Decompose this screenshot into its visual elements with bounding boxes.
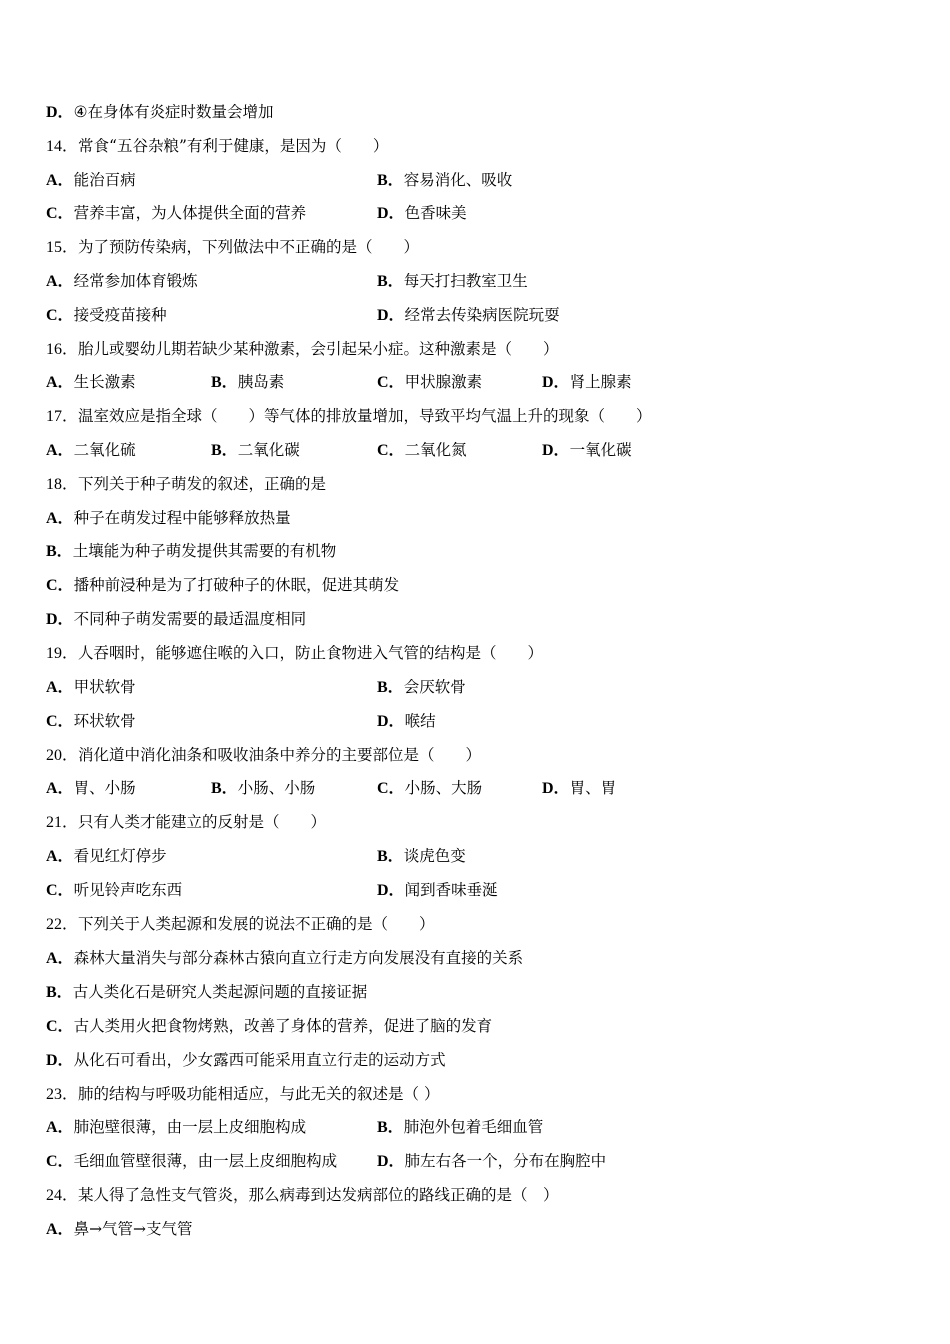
question-14-stem: 14．常食“五谷杂粮”有利于健康，是因为（ ）: [46, 137, 389, 155]
option-c: C．甲状腺激素: [377, 373, 483, 391]
option-d: D．经常去传染病医院玩耍: [377, 306, 560, 324]
question-18-option-a: A．种子在萌发过程中能够释放热量: [46, 509, 291, 527]
option-d: D．一氧化碳: [542, 441, 632, 459]
question-18-option-d: D．不同种子萌发需要的最适温度相同: [46, 610, 307, 628]
option-c: C．环状软骨: [46, 712, 136, 730]
question-23-stem: 23．肺的结构与呼吸功能相适应，与此无关的叙述是（ ）: [46, 1085, 440, 1103]
option-d: D．肺左右各一个，分布在胸腔中: [377, 1152, 607, 1170]
option-c: C．二氧化氮: [377, 441, 467, 459]
question-15-stem: 15．为了预防传染病，下列做法中不正确的是（ ）: [46, 238, 420, 256]
option-a: A．二氧化硫: [46, 441, 136, 459]
option-c: C．小肠、大肠: [377, 779, 483, 797]
question-16-stem: 16．胎儿或婴幼儿期若缺少某种激素，会引起呆小症。这种激素是（ ）: [46, 340, 559, 358]
question-24-option-a: A．鼻→气管→支气管: [46, 1220, 193, 1238]
option-c: C．营养丰富，为人体提供全面的营养: [46, 204, 307, 222]
question-22-option-b: B．古人类化石是研究人类起源问题的直接证据: [46, 983, 368, 1001]
option-c: C．接受疫苗接种: [46, 306, 167, 324]
question-18-option-b: B．土壤能为种子萌发提供其需要的有机物: [46, 542, 337, 560]
option-a: A．能治百病: [46, 171, 136, 189]
option-c: C．听见铃声吃东西: [46, 881, 183, 899]
question-21-stem: 21．只有人类才能建立的反射是（ ）: [46, 813, 327, 831]
option-d: D．色香味美: [377, 204, 467, 222]
question-24-stem: 24．某人得了急性支气管炎，那么病毒到达发病部位的路线正确的是（ ）: [46, 1186, 559, 1204]
question-20-stem: 20．消化道中消化油条和吸收油条中养分的主要部位是（ ）: [46, 746, 482, 764]
option-d: D．肾上腺素: [542, 373, 632, 391]
question-17-stem: 17．温室效应是指全球（ ）等气体的排放量增加，导致平均气温上升的现象（ ）: [46, 407, 652, 425]
option-d: D．闻到香味垂涎: [377, 881, 498, 899]
question-22-option-d: D．从化石可看出，少女露西可能采用直立行走的运动方式: [46, 1051, 446, 1069]
question-19-stem: 19．人吞咽时，能够遮住喉的入口，防止食物进入气管的结构是（ ）: [46, 644, 544, 662]
question-18-stem: 18．下列关于种子萌发的叙述，正确的是: [46, 475, 327, 493]
option-a: A．肺泡壁很薄，由一层上皮细胞构成: [46, 1118, 307, 1136]
option-b: B．每天打扫教室卫生: [377, 272, 528, 290]
option-b: B．谈虎色变: [377, 847, 466, 865]
option-a: A．胃、小肠: [46, 779, 136, 797]
option-d: D．喉结: [377, 712, 436, 730]
question-18-option-c: C．播种前浸种是为了打破种子的休眠，促进其萌发: [46, 576, 400, 594]
option-b: B．肺泡外包着毛细血管: [377, 1118, 544, 1136]
option-d: D．胃、胃: [542, 779, 617, 797]
option-b: B．容易消化、吸收: [377, 171, 513, 189]
option-a: A．甲状软骨: [46, 678, 136, 696]
option-b: B．胰岛素: [211, 373, 285, 391]
question-22-option-a: A．森林大量消失与部分森林古猿向直立行走方向发展没有直接的关系: [46, 949, 524, 967]
option-a: A．经常参加体育锻炼: [46, 272, 198, 290]
option-b: B．小肠、小肠: [211, 779, 316, 797]
option-b: B．二氧化碳: [211, 441, 300, 459]
option-a: A．看见红灯停步: [46, 847, 167, 865]
option-b: B．会厌软骨: [377, 678, 466, 696]
option-c: C．毛细血管壁很薄，由一层上皮细胞构成: [46, 1152, 338, 1170]
question-22-option-c: C．古人类用火把食物烤熟，改善了身体的营养，促进了脑的发育: [46, 1017, 493, 1035]
option-a: A．生长激素: [46, 373, 136, 391]
q13-option-d: D．④在身体有炎症时数量会增加: [46, 103, 274, 121]
question-22-stem: 22．下列关于人类起源和发展的说法不正确的是（ ）: [46, 915, 435, 933]
